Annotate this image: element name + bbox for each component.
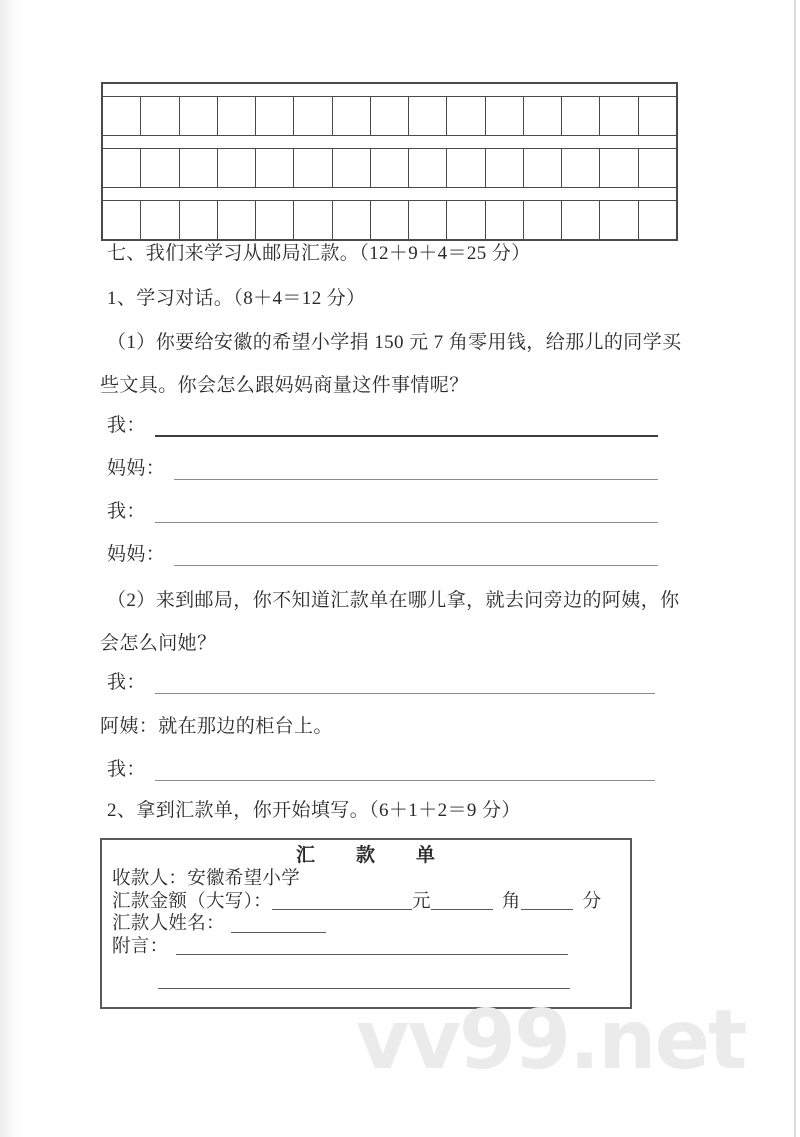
speaker-label: 我：: [107, 501, 146, 522]
note-blank-line: [176, 936, 568, 956]
amount-blank-line: [431, 891, 493, 911]
grid-cell: [180, 201, 218, 239]
remittance-form-box: [100, 838, 632, 1009]
grid-cell: [447, 201, 485, 239]
answer-blank-line: [155, 500, 658, 523]
dialog1-row-me: [107, 414, 658, 438]
grid-cell: [409, 97, 447, 135]
grid-cell: [409, 201, 447, 239]
speaker-label: 我：: [107, 415, 146, 436]
grid-cell: [486, 97, 524, 135]
unit-fen: 分: [582, 891, 602, 912]
grid-cell: [103, 149, 141, 187]
form-title: 汇 款 单: [295, 845, 436, 866]
speaker-label: 我：: [107, 759, 146, 780]
grid-cell: [409, 149, 447, 187]
grid-cell: [600, 201, 638, 239]
grid-cell: [447, 97, 485, 135]
page-left-shade: [0, 0, 26, 1137]
amount-label: 汇款金额（大写）：: [112, 891, 272, 912]
grid-cell: [524, 201, 562, 239]
q1-part1-line1: （1）你要给安徽的希望小学捐 150 元 7 角零用钱，给那儿的同学买: [107, 332, 682, 353]
grid-cell: [562, 201, 600, 239]
amount-blank-line: [272, 891, 412, 911]
form-sender-row: [112, 913, 620, 936]
grid-cell: [141, 97, 179, 135]
grid-cell: [486, 201, 524, 239]
grid-cell: [333, 97, 371, 135]
section7-heading: 七、我们来学习从邮局汇款。（12＋9＋4＝25 分）: [107, 243, 531, 264]
pinyin-strip: [103, 136, 676, 149]
grid-cell: [333, 149, 371, 187]
character-cell-row: [103, 201, 676, 239]
grid-cell: [600, 97, 638, 135]
dialog1-row-mom: [107, 543, 658, 567]
pinyin-strip: [103, 188, 676, 201]
grid-cell: [294, 201, 332, 239]
grid-cell: [256, 201, 294, 239]
grid-cell: [103, 201, 141, 239]
amount-blank-line: [521, 891, 573, 911]
grid-cell: [333, 201, 371, 239]
speaker-label: 妈妈：: [107, 544, 166, 565]
grid-cell: [141, 149, 179, 187]
grid-group: [103, 188, 676, 239]
grid-cell: [256, 149, 294, 187]
answer-blank-line: [155, 671, 655, 694]
q2-heading: 2、拿到汇款单，你开始填写。（6＋1＋2＝9 分）: [107, 800, 521, 821]
pinyin-strip: [103, 84, 676, 97]
dialog2-row-me: [107, 758, 655, 782]
note-label: 附言：: [112, 936, 169, 957]
form-note-row: [112, 936, 620, 959]
form-amount-row: [112, 891, 620, 914]
q1-heading: 1、学习对话。（8＋4＝12 分）: [107, 288, 366, 309]
q1-part1-line2: 些文具。你会怎么跟妈妈商量这件事情呢？: [100, 375, 469, 396]
grid-cell: [141, 201, 179, 239]
grid-cell: [486, 149, 524, 187]
grid-cell: [639, 201, 676, 239]
answer-blank-line: [155, 414, 658, 437]
watermark-text: vv99.net: [356, 993, 746, 1088]
grid-cell: [180, 97, 218, 135]
speaker-label: 我：: [107, 672, 146, 693]
grid-cell: [562, 149, 600, 187]
character-cell-row: [103, 97, 676, 136]
answer-blank-line: [174, 543, 658, 566]
answer-blank-line: [155, 758, 655, 781]
answer-blank-line: [174, 457, 658, 480]
grid-cell: [639, 149, 676, 187]
grid-cell: [103, 97, 141, 135]
grid-group: [103, 84, 676, 136]
sender-label: 汇款人姓名：: [112, 914, 225, 934]
note-blank-line-2: [158, 988, 570, 989]
unit-jiao: 角: [501, 891, 521, 912]
grid-cell: [294, 97, 332, 135]
grid-cell: [180, 149, 218, 187]
grid-cell: [371, 201, 409, 239]
grid-cell: [639, 97, 676, 135]
dialog1-row-mom: [107, 457, 658, 481]
grid-cell: [294, 149, 332, 187]
grid-cell: [218, 201, 256, 239]
unit-yuan: 元: [411, 891, 431, 912]
form-payee-row: [112, 868, 620, 891]
grid-cell: [371, 149, 409, 187]
character-cell-row: [103, 149, 676, 188]
grid-cell: [562, 97, 600, 135]
grid-cell: [218, 149, 256, 187]
grid-group: [103, 136, 676, 188]
grid-cell: [371, 97, 409, 135]
sender-blank-line: [231, 913, 326, 933]
grid-cell: [524, 97, 562, 135]
grid-cell: [256, 97, 294, 135]
q1-part2-line1: （2）来到邮局，你不知道汇款单在哪儿拿，就去问旁边的阿姨，你: [107, 590, 680, 611]
grid-cell: [600, 149, 638, 187]
q1-part2-line2: 会怎么问她？: [100, 633, 217, 654]
speaker-label: 妈妈：: [107, 458, 166, 479]
page-right-edge: [794, 0, 796, 1137]
grid-cell: [447, 149, 485, 187]
dialog1-row-me: [107, 500, 658, 524]
dialog2-row-me: [107, 671, 655, 695]
payee-label: 收款人：安徽希望小学: [112, 869, 301, 889]
grid-cell: [524, 149, 562, 187]
grid-cell: [218, 97, 256, 135]
dialog2-row-aunt: 阿姨：就在那边的柜台上。: [100, 716, 333, 737]
writing-practice-grid: [101, 82, 678, 241]
